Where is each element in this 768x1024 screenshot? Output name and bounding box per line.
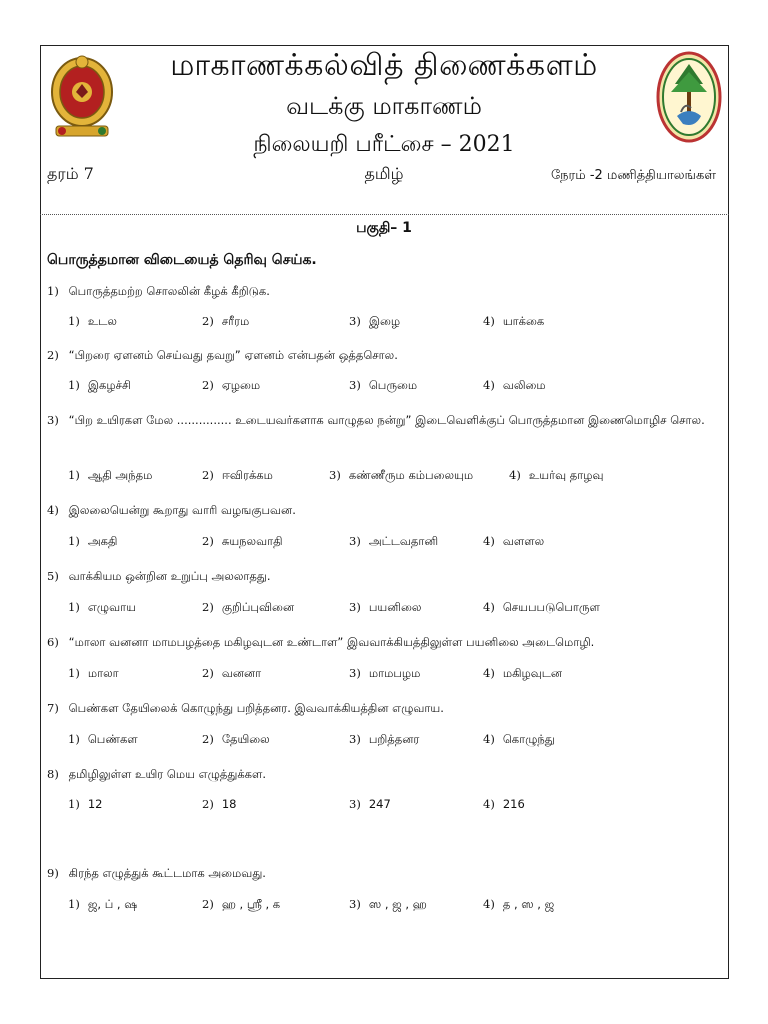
question-text: வாக்கியம ஒன்றின உறுப்பு அலலாதது. — [68, 569, 271, 583]
option[interactable]: 4) யாக்கை — [483, 314, 545, 328]
option[interactable]: 1) எழுவாய — [68, 600, 136, 614]
option[interactable]: 2) குறிப்புவினை — [202, 600, 295, 614]
option[interactable]: 3) 247 — [349, 797, 391, 811]
option[interactable]: 3) அட்டவதானி — [349, 534, 439, 548]
question-3-options — [68, 468, 604, 484]
question-text: “மாலா வனனா மாமபழத்தை மகிழவுடன உண்டாள” இவவாக்கியத்திலுள்ள பயனிலை அடைமொழி. — [68, 635, 595, 649]
question-4-options — [68, 534, 544, 550]
option[interactable]: 2) ஹ , ஸ்ரீ , க — [202, 897, 281, 911]
option[interactable]: 3) ஸ , ஜ , ஹ — [349, 897, 427, 911]
option[interactable]: 4) 216 — [483, 797, 525, 811]
option[interactable]: 1) ஜ, ப் , ஷ — [68, 897, 138, 911]
option[interactable]: 2) சரீரம — [202, 314, 250, 328]
option[interactable]: 4) செயபபடுபொருள — [483, 600, 600, 614]
option[interactable]: 4) மகிழவுடன — [483, 666, 563, 680]
question-number: 1) — [47, 284, 59, 298]
question-text: “பிறரை ஏளனம் செய்வது தவறு” ஏளனம் என்பதன் ஒத்தசொல. — [68, 348, 398, 362]
grade-label: தரம் 7 — [47, 164, 94, 183]
option[interactable]: 4) வலிமை — [483, 378, 546, 392]
question-9-options — [68, 897, 554, 913]
question-text: பெண்கள தேயிலைக் கொழுந்து பறித்தனர. இவவாக்கியத்தின எழுவாய. — [68, 701, 444, 715]
option[interactable]: 2) வனனா — [202, 666, 262, 680]
question-6-options — [68, 666, 562, 682]
question-8 — [47, 764, 266, 784]
section-title: பகுதி– 1 — [356, 220, 412, 236]
option[interactable]: 2) ஏழமை — [202, 378, 261, 392]
option[interactable]: 1) உடல — [68, 314, 117, 328]
time-label: நேரம் -2 மணித்தியாலங்கள் — [550, 168, 716, 183]
option[interactable]: 3) கண்ணீரும கம்பலையும — [329, 468, 474, 482]
question-number: 6) — [47, 635, 59, 649]
option[interactable]: 3) பயனிலை — [349, 600, 422, 614]
option[interactable]: 1) ஆதி அந்தம — [68, 468, 153, 482]
option[interactable]: 1) அகதி — [68, 534, 118, 548]
question-9 — [47, 863, 266, 883]
exam-title: நிலையறி பரீட்சை – 2021 — [253, 132, 515, 157]
question-2-options — [68, 378, 546, 394]
subject-label: தமிழ் — [364, 164, 404, 183]
option[interactable]: 4) கொழுந்து — [483, 732, 555, 746]
question-number: 8) — [47, 767, 59, 781]
question-number: 4) — [47, 503, 59, 517]
question-7-options — [68, 732, 555, 748]
question-text: பொருத்தமற்ற சொலலின் கீழக் கீறிடுக. — [68, 284, 270, 298]
question-number: 5) — [47, 569, 59, 583]
question-text: “பிற உயிரகள மேல ............... உடையவர்களாக வாழுதல நன்று” இடைவெளிக்குப் பொருத்தமான இணைமொழிச சொல. — [68, 413, 705, 427]
question-4 — [47, 500, 296, 520]
instruction-text: பொருத்தமான விடையைத் தெரிவு செய்க. — [47, 252, 317, 268]
province-title: வடக்கு மாகாணம் — [286, 92, 482, 120]
option[interactable]: 1) இகழச்சி — [68, 378, 131, 392]
question-number: 3) — [47, 413, 59, 427]
option[interactable]: 3) இழை — [349, 314, 401, 328]
question-5 — [47, 566, 271, 586]
question-number: 2) — [47, 348, 59, 362]
question-6 — [47, 632, 594, 652]
option[interactable]: 4) உயர்வு தாழவு — [509, 468, 604, 482]
question-3 — [47, 410, 719, 430]
question-text: கிரந்த எழுத்துக் கூட்டமாக அமைவது. — [68, 866, 266, 880]
question-text: தமிழிலுள்ள உயிர மெய எழுத்துக்கள. — [68, 767, 267, 781]
question-5-options — [68, 600, 600, 616]
option[interactable]: 3) மாமபழம — [349, 666, 421, 680]
department-title: மாகாணக்கல்வித் திணைக்களம் — [170, 48, 598, 83]
option[interactable]: 1) பெண்கள — [68, 732, 138, 746]
option[interactable]: 1) மாலா — [68, 666, 119, 680]
option[interactable]: 2) சுயநலவாதி — [202, 534, 283, 548]
question-8-options — [68, 797, 525, 811]
question-number: 7) — [47, 701, 59, 715]
question-1-options — [68, 314, 544, 330]
question-number: 9) — [47, 866, 59, 880]
question-text: இலலையென்று கூறாது வாரி வழஙகுபவன. — [68, 503, 296, 517]
option[interactable]: 1) 12 — [68, 797, 103, 811]
question-2 — [47, 345, 398, 365]
option[interactable]: 2) 18 — [202, 797, 237, 811]
option[interactable]: 3) பெருமை — [349, 378, 418, 392]
question-7 — [47, 698, 444, 718]
option[interactable]: 2) தேயிலை — [202, 732, 270, 746]
option[interactable]: 3) பறித்தனர — [349, 732, 420, 746]
option[interactable]: 2) ஈவிரக்கம — [202, 468, 273, 482]
option[interactable]: 4) த , ஸ , ஜ — [483, 897, 555, 911]
question-1 — [47, 281, 270, 301]
option[interactable]: 4) வளளல — [483, 534, 545, 548]
